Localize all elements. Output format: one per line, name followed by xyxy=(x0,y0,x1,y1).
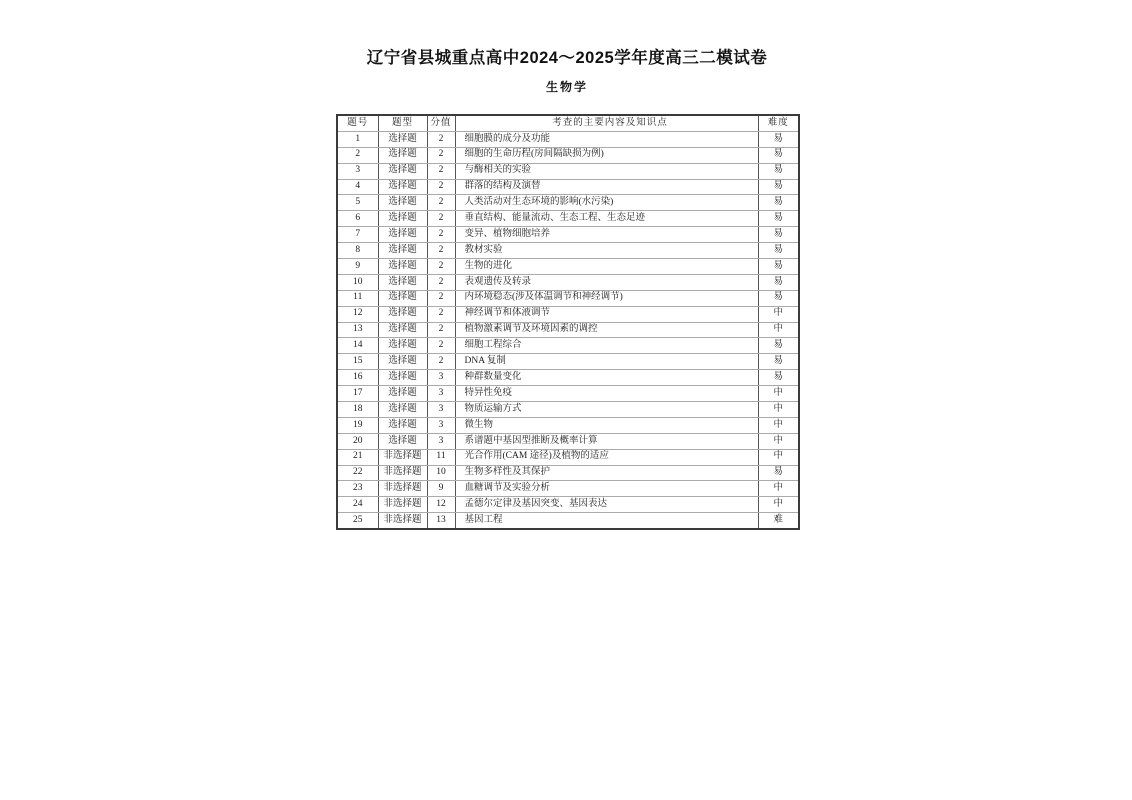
cell-question-number: 24 xyxy=(337,497,378,513)
cell-question-type: 选择题 xyxy=(378,417,427,433)
cell-content: 内环境稳态(涉及体温调节和神经调节) xyxy=(455,290,758,306)
cell-question-type: 非选择题 xyxy=(378,481,427,497)
cell-difficulty: 易 xyxy=(758,163,799,179)
cell-question-number: 2 xyxy=(337,147,378,163)
table-row xyxy=(337,243,799,259)
cell-difficulty: 中 xyxy=(758,386,799,402)
cell-points: 2 xyxy=(427,354,455,370)
table-row xyxy=(337,163,799,179)
table-row xyxy=(337,433,799,449)
cell-difficulty: 中 xyxy=(758,481,799,497)
cell-difficulty: 易 xyxy=(758,227,799,243)
header-points: 分值 xyxy=(427,115,455,131)
cell-difficulty: 中 xyxy=(758,433,799,449)
table-row xyxy=(337,465,799,481)
cell-question-number: 6 xyxy=(337,211,378,227)
table-row xyxy=(337,449,799,465)
cell-difficulty: 中 xyxy=(758,449,799,465)
cell-points: 2 xyxy=(427,338,455,354)
cell-content: DNA 复制 xyxy=(455,354,758,370)
cell-difficulty: 中 xyxy=(758,497,799,513)
cell-points: 9 xyxy=(427,481,455,497)
cell-points: 3 xyxy=(427,417,455,433)
cell-question-type: 非选择题 xyxy=(378,465,427,481)
cell-question-number: 7 xyxy=(337,227,378,243)
cell-question-type: 选择题 xyxy=(378,322,427,338)
cell-question-number: 21 xyxy=(337,449,378,465)
cell-question-type: 非选择题 xyxy=(378,497,427,513)
cell-question-number: 3 xyxy=(337,163,378,179)
table-header-row xyxy=(337,115,799,131)
cell-points: 2 xyxy=(427,227,455,243)
page-title: 辽宁省县城重点高中2024～2025学年度高三二模试卷 xyxy=(366,49,768,67)
cell-difficulty: 易 xyxy=(758,338,799,354)
cell-points: 3 xyxy=(427,433,455,449)
cell-points: 2 xyxy=(427,147,455,163)
cell-points: 3 xyxy=(427,402,455,418)
cell-question-type: 选择题 xyxy=(378,179,427,195)
table-row xyxy=(337,147,799,163)
table-row xyxy=(337,513,799,529)
cell-question-number: 11 xyxy=(337,290,378,306)
header-question-number: 题号 xyxy=(337,115,378,131)
table-row xyxy=(337,195,799,211)
table-row xyxy=(337,259,799,275)
cell-question-type: 选择题 xyxy=(378,211,427,227)
cell-content: 变异、植物细胞培养 xyxy=(455,227,758,243)
exam-overview-table xyxy=(336,114,800,530)
table-row xyxy=(337,306,799,322)
cell-difficulty: 中 xyxy=(758,322,799,338)
cell-question-type: 选择题 xyxy=(378,354,427,370)
cell-question-number: 12 xyxy=(337,306,378,322)
cell-points: 2 xyxy=(427,211,455,227)
cell-points: 2 xyxy=(427,259,455,275)
cell-question-number: 22 xyxy=(337,465,378,481)
cell-content: 血糖调节及实验分析 xyxy=(455,481,758,497)
table-row xyxy=(337,227,799,243)
cell-points: 2 xyxy=(427,179,455,195)
cell-points: 2 xyxy=(427,163,455,179)
table-row xyxy=(337,211,799,227)
header-question-type: 题型 xyxy=(378,115,427,131)
cell-difficulty: 易 xyxy=(758,243,799,259)
cell-question-number: 9 xyxy=(337,259,378,275)
cell-difficulty: 易 xyxy=(758,195,799,211)
cell-question-number: 15 xyxy=(337,354,378,370)
cell-difficulty: 易 xyxy=(758,179,799,195)
cell-question-type: 选择题 xyxy=(378,306,427,322)
cell-difficulty: 易 xyxy=(758,131,799,147)
cell-content: 基因工程 xyxy=(455,513,758,529)
cell-difficulty: 易 xyxy=(758,370,799,386)
cell-points: 3 xyxy=(427,386,455,402)
cell-content: 特异性免疫 xyxy=(455,386,758,402)
cell-question-type: 选择题 xyxy=(378,243,427,259)
cell-question-number: 20 xyxy=(337,433,378,449)
exam-answer-key-document xyxy=(336,44,798,530)
cell-question-type: 选择题 xyxy=(378,195,427,211)
cell-points: 2 xyxy=(427,306,455,322)
cell-content: 细胞膜的成分及功能 xyxy=(455,131,758,147)
cell-points: 2 xyxy=(427,274,455,290)
cell-points: 2 xyxy=(427,322,455,338)
table-header xyxy=(337,115,799,131)
cell-question-type: 选择题 xyxy=(378,386,427,402)
cell-question-number: 5 xyxy=(337,195,378,211)
cell-question-type: 选择题 xyxy=(378,338,427,354)
cell-difficulty: 易 xyxy=(758,274,799,290)
cell-content: 微生物 xyxy=(455,417,758,433)
table-row xyxy=(337,274,799,290)
cell-content: 物质运输方式 xyxy=(455,402,758,418)
cell-question-number: 19 xyxy=(337,417,378,433)
cell-content: 群落的结构及演替 xyxy=(455,179,758,195)
cell-points: 2 xyxy=(427,243,455,259)
cell-content: 细胞的生命历程(房间隔缺损为例) xyxy=(455,147,758,163)
cell-question-number: 13 xyxy=(337,322,378,338)
cell-points: 11 xyxy=(427,449,455,465)
cell-question-number: 10 xyxy=(337,274,378,290)
cell-points: 2 xyxy=(427,195,455,211)
cell-question-number: 8 xyxy=(337,243,378,259)
table-body xyxy=(337,131,799,529)
cell-points: 12 xyxy=(427,497,455,513)
cell-difficulty: 中 xyxy=(758,306,799,322)
cell-content: 表观遗传及转录 xyxy=(455,274,758,290)
cell-question-number: 17 xyxy=(337,386,378,402)
table-row xyxy=(337,481,799,497)
cell-difficulty: 中 xyxy=(758,417,799,433)
cell-question-number: 4 xyxy=(337,179,378,195)
cell-difficulty: 易 xyxy=(758,465,799,481)
cell-points: 2 xyxy=(427,290,455,306)
table-row xyxy=(337,131,799,147)
header-content: 考查的主要内容及知识点 xyxy=(455,115,758,131)
cell-question-number: 18 xyxy=(337,402,378,418)
table-row xyxy=(337,322,799,338)
cell-content: 生物的进化 xyxy=(455,259,758,275)
header-difficulty: 难度 xyxy=(758,115,799,131)
table-row xyxy=(337,497,799,513)
cell-question-number: 14 xyxy=(337,338,378,354)
cell-question-type: 非选择题 xyxy=(378,449,427,465)
cell-content: 种群数量变化 xyxy=(455,370,758,386)
cell-question-type: 选择题 xyxy=(378,402,427,418)
table-row xyxy=(337,417,799,433)
table-row xyxy=(337,370,799,386)
cell-points: 13 xyxy=(427,513,455,529)
cell-question-type: 选择题 xyxy=(378,274,427,290)
cell-question-type: 选择题 xyxy=(378,163,427,179)
table-row xyxy=(337,386,799,402)
page-subtitle: 生物学 xyxy=(545,80,588,94)
cell-content: 人类活动对生态环境的影响(水污染) xyxy=(455,195,758,211)
table-row xyxy=(337,179,799,195)
cell-content: 植物激素调节及环境因素的调控 xyxy=(455,322,758,338)
cell-difficulty: 易 xyxy=(758,211,799,227)
cell-question-type: 选择题 xyxy=(378,227,427,243)
table-row xyxy=(337,354,799,370)
cell-question-type: 选择题 xyxy=(378,131,427,147)
table-row xyxy=(337,338,799,354)
table-row xyxy=(337,402,799,418)
cell-content: 孟德尔定律及基因突变、基因表达 xyxy=(455,497,758,513)
cell-difficulty: 中 xyxy=(758,402,799,418)
cell-question-type: 选择题 xyxy=(378,370,427,386)
cell-question-type: 非选择题 xyxy=(378,513,427,529)
cell-content: 光合作用(CAM 途径)及植物的适应 xyxy=(455,449,758,465)
cell-difficulty: 难 xyxy=(758,513,799,529)
cell-question-number: 25 xyxy=(337,513,378,529)
cell-content: 神经调节和体液调节 xyxy=(455,306,758,322)
cell-content: 生物多样性及其保护 xyxy=(455,465,758,481)
cell-points: 10 xyxy=(427,465,455,481)
cell-question-type: 选择题 xyxy=(378,433,427,449)
cell-points: 3 xyxy=(427,370,455,386)
cell-question-number: 23 xyxy=(337,481,378,497)
cell-content: 与酶相关的实验 xyxy=(455,163,758,179)
cell-question-type: 选择题 xyxy=(378,259,427,275)
cell-content: 细胞工程综合 xyxy=(455,338,758,354)
cell-points: 2 xyxy=(427,131,455,147)
cell-question-number: 1 xyxy=(337,131,378,147)
cell-difficulty: 易 xyxy=(758,259,799,275)
cell-question-type: 选择题 xyxy=(378,290,427,306)
cell-content: 系谱题中基因型推断及概率计算 xyxy=(455,433,758,449)
cell-content: 垂直结构、能量流动、生态工程、生态足迹 xyxy=(455,211,758,227)
cell-difficulty: 易 xyxy=(758,354,799,370)
cell-question-type: 选择题 xyxy=(378,147,427,163)
cell-difficulty: 易 xyxy=(758,147,799,163)
cell-content: 教材实验 xyxy=(455,243,758,259)
cell-difficulty: 易 xyxy=(758,290,799,306)
cell-question-number: 16 xyxy=(337,370,378,386)
table-row xyxy=(337,290,799,306)
